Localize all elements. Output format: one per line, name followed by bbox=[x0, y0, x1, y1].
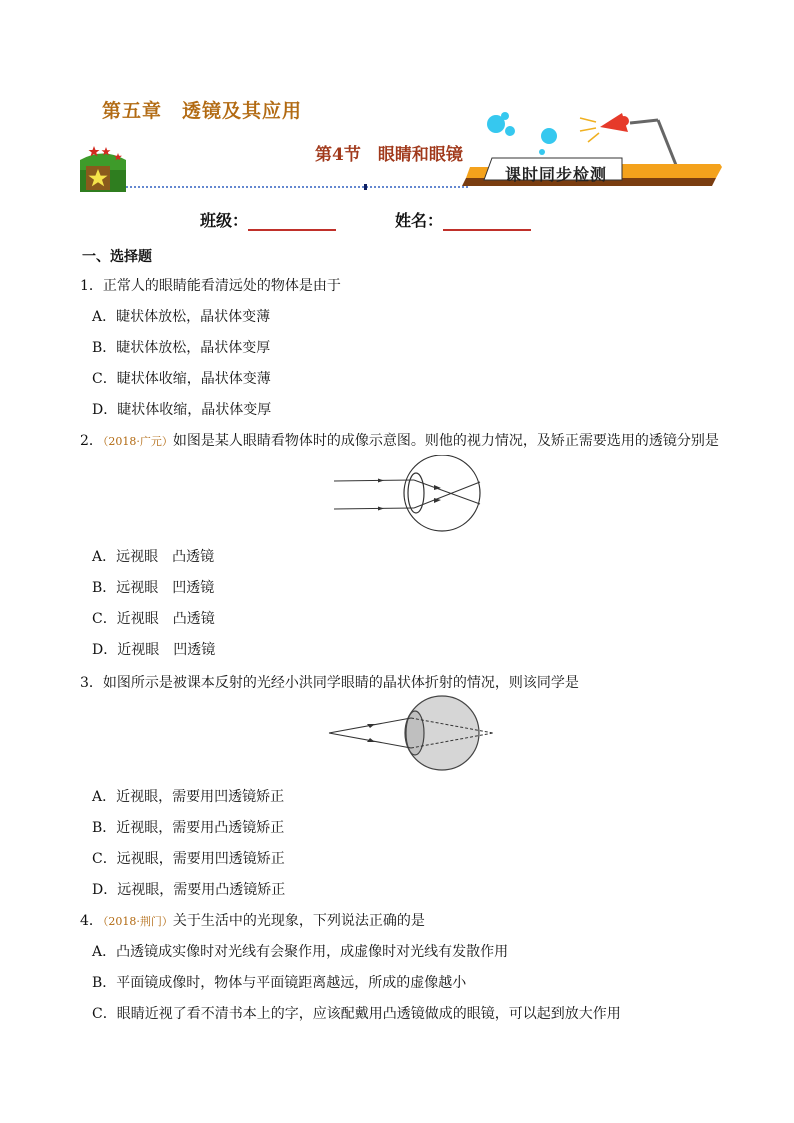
question-1-option-a[interactable]: A．睫状体放松，晶状体变薄 bbox=[92, 309, 271, 325]
eye-diagram-farsighted bbox=[330, 455, 490, 535]
bubble-decoration bbox=[541, 128, 557, 144]
section-title: 第4节 眼睛和眼镜 bbox=[315, 145, 463, 165]
source-tag: （2018·广元） bbox=[102, 435, 173, 448]
question-3-option-b[interactable]: B．近视眼，需要用凸透镜矫正 bbox=[92, 820, 285, 836]
class-field bbox=[200, 208, 336, 231]
name-label: 姓名： bbox=[395, 211, 444, 230]
bubble-decoration bbox=[539, 149, 545, 155]
question-2-option-d[interactable]: D．近视眼 凹透镜 bbox=[92, 642, 216, 658]
star-book-icon bbox=[80, 146, 126, 192]
bubble-decoration bbox=[505, 126, 515, 136]
question-text: 正常人的眼睛能看清远处的物体是由于 bbox=[102, 278, 341, 294]
question-4-option-c[interactable]: C．眼睛近视了看不清书本上的字，应该配戴用凸透镜做成的眼镜，可以起到放大作用 bbox=[92, 1006, 621, 1022]
question-1-option-c[interactable]: C．睫状体收缩，晶状体变薄 bbox=[92, 371, 271, 387]
question-3-stem bbox=[80, 672, 579, 692]
question-1-option-b[interactable]: B．睫状体放松，晶状体变厚 bbox=[92, 340, 271, 356]
question-4-option-b[interactable]: B．平面镜成像时，物体与平面镜距离越远，所成的虚像越小 bbox=[92, 975, 467, 991]
question-4-option-a[interactable]: A．凸透镜成实像时对光线有会聚作用，成虚像时对光线有发散作用 bbox=[92, 944, 509, 960]
question-1-option-d[interactable]: D．睫状体收缩，晶状体变厚 bbox=[92, 402, 272, 418]
question-number: 1． bbox=[80, 278, 103, 294]
badge-label: 课时同步检测 bbox=[505, 165, 608, 184]
question-text: 关于生活中的光现象，下列说法正确的是 bbox=[172, 913, 425, 929]
question-text: 如图所示是被课本反射的光经小洪同学眼睛的晶状体折射的情况，则该同学是 bbox=[102, 675, 579, 691]
question-2-option-b[interactable]: B．远视眼 凹透镜 bbox=[92, 580, 215, 596]
question-text: 如图是某人眼睛看物体时的成像示意图。则他的视力情况，及矫正需要选用的透镜分别是 bbox=[172, 433, 719, 449]
question-2-stem bbox=[80, 430, 719, 450]
question-number: 3． bbox=[80, 675, 103, 691]
name-blank[interactable] bbox=[443, 211, 531, 231]
question-2-option-a[interactable]: A．远视眼 凸透镜 bbox=[92, 549, 215, 565]
name-field bbox=[395, 208, 531, 231]
source-tag: （2018·荆门） bbox=[102, 915, 173, 928]
section-heading: 一、选择题 bbox=[82, 249, 152, 265]
chapter-title: 第五章 透镜及其应用 bbox=[102, 100, 303, 122]
question-1-stem bbox=[80, 275, 341, 295]
question-3-option-c[interactable]: C．远视眼，需要用凹透镜矫正 bbox=[92, 851, 285, 867]
question-number: 4． bbox=[80, 913, 103, 929]
question-2-option-c[interactable]: C．近视眼 凸透镜 bbox=[92, 611, 215, 627]
lamp-icon bbox=[580, 113, 676, 165]
bubble-decoration bbox=[501, 112, 509, 120]
question-4-stem bbox=[80, 910, 425, 930]
eye-diagram-refraction bbox=[325, 695, 500, 775]
question-3-option-d[interactable]: D．远视眼，需要用凸透镜矫正 bbox=[92, 882, 286, 898]
class-label: 班级： bbox=[200, 211, 249, 230]
question-number: 2． bbox=[80, 433, 103, 449]
class-blank[interactable] bbox=[248, 211, 336, 231]
question-3-option-a[interactable]: A．近视眼，需要用凹透镜矫正 bbox=[92, 789, 285, 805]
